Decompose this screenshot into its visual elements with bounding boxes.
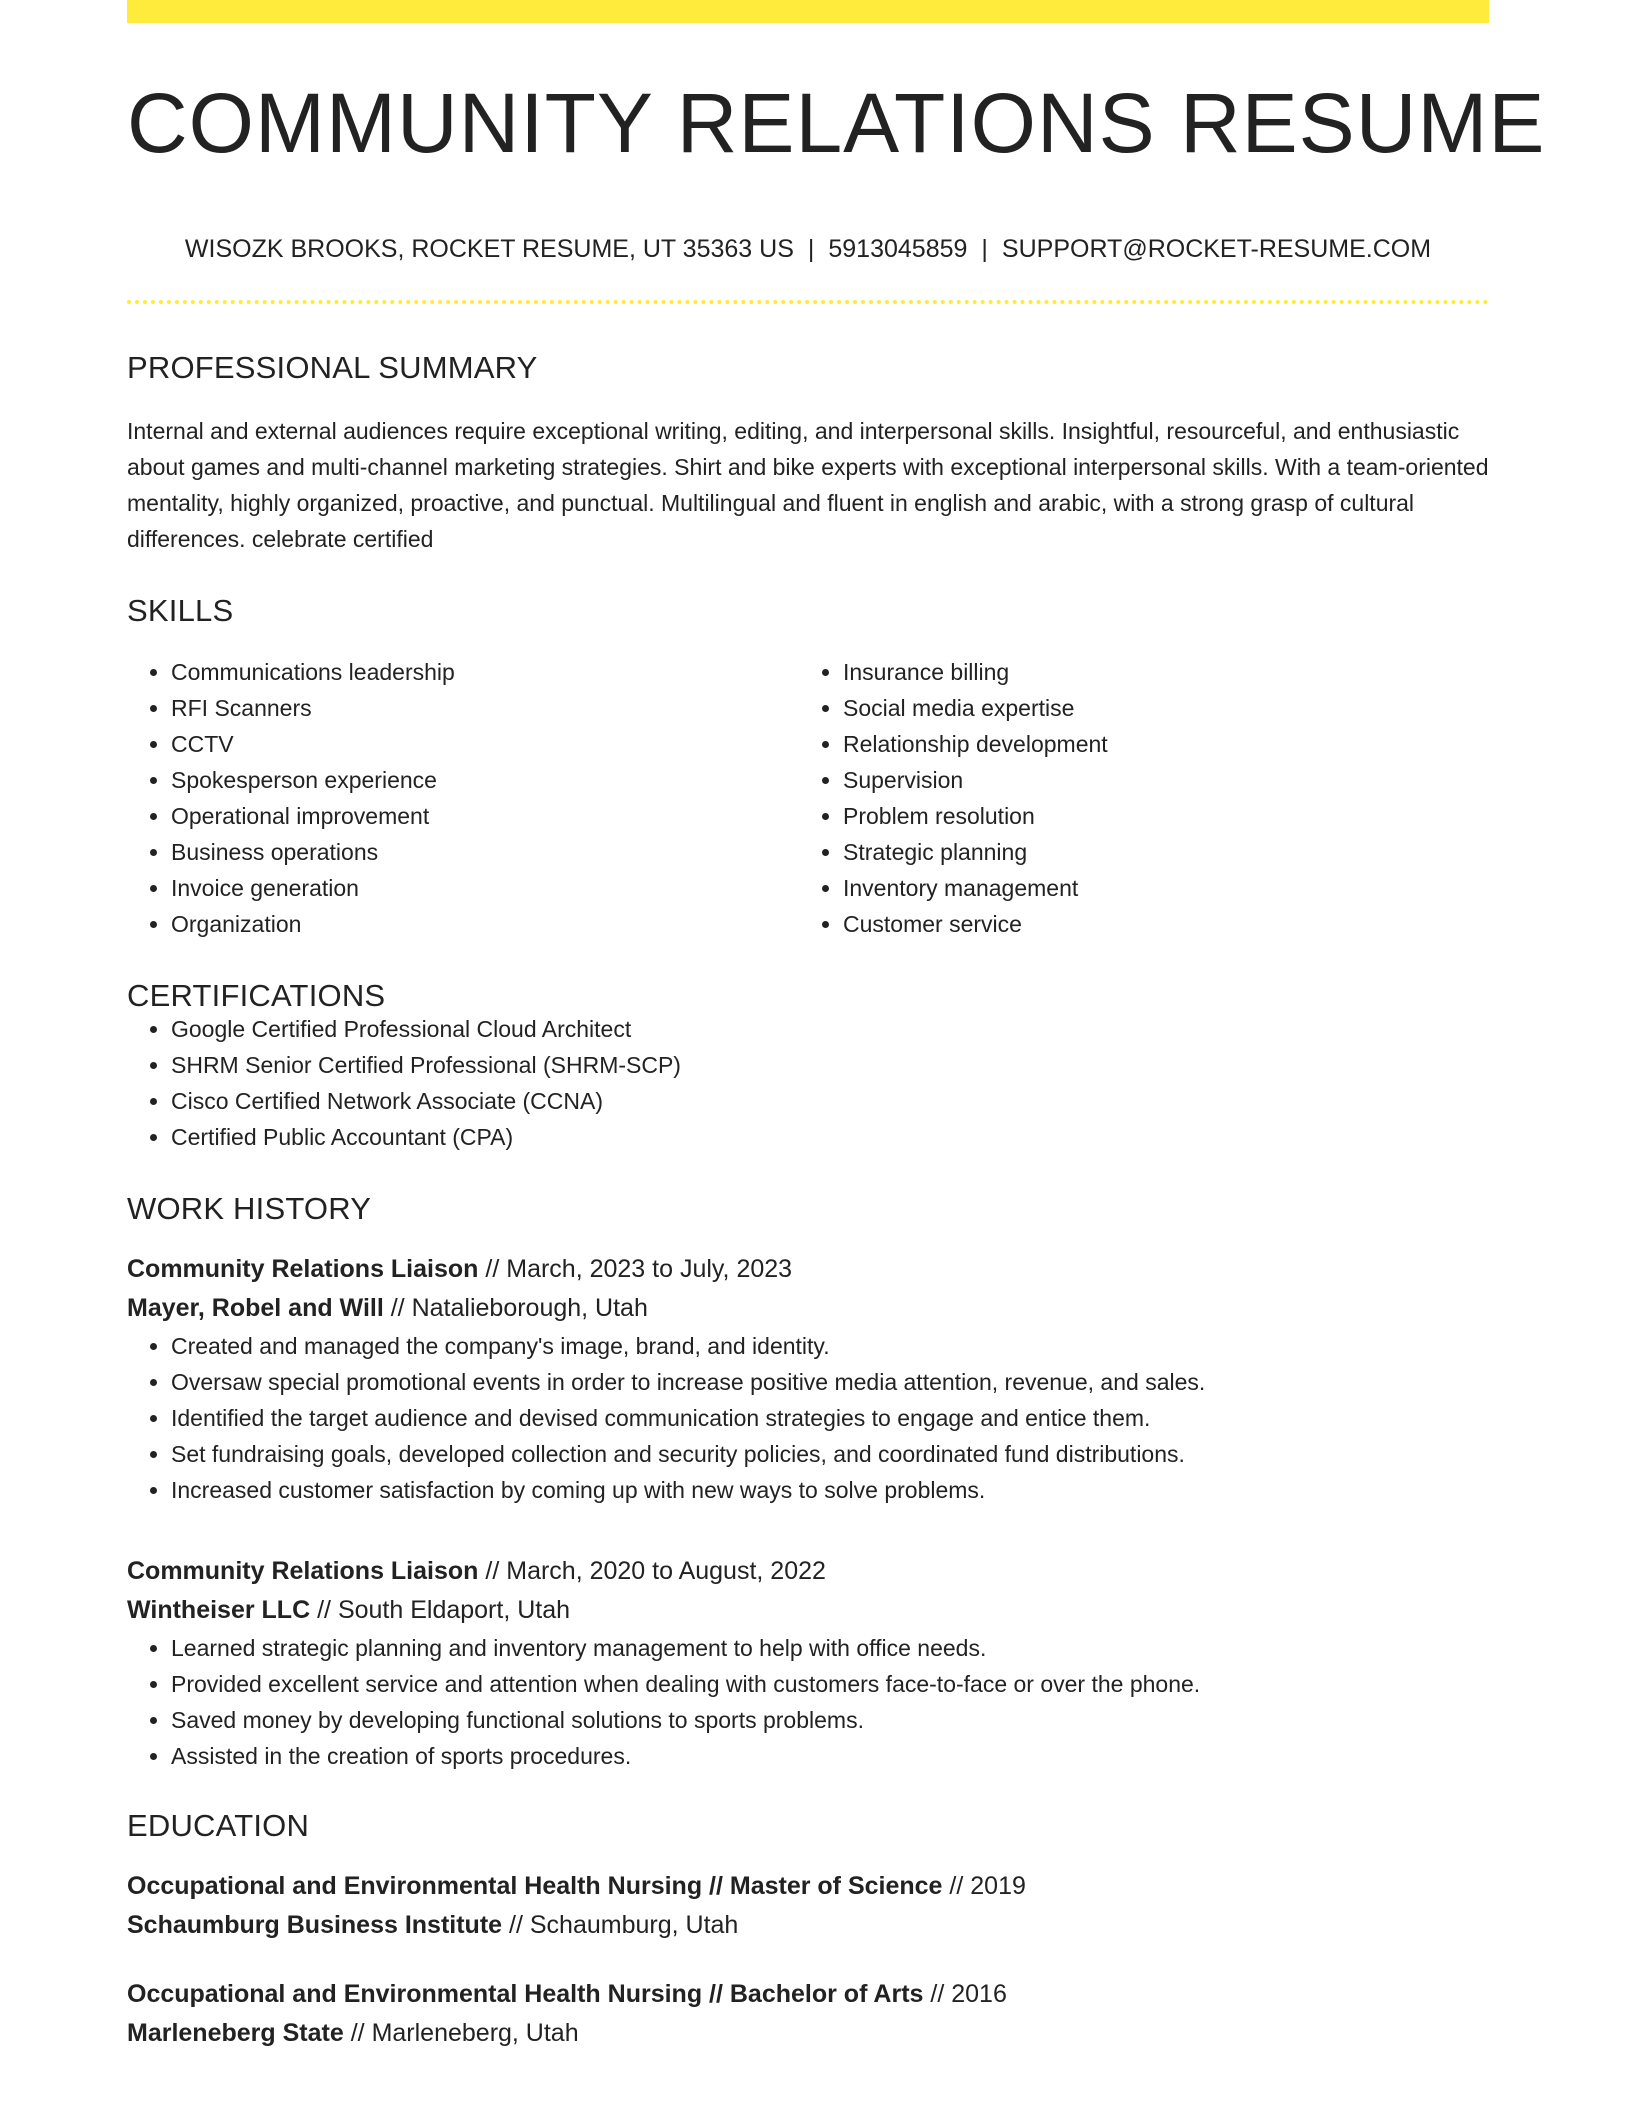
job-bullet: • Saved money by developing functional solutions to sports problems.	[171, 1702, 1489, 1738]
job-bullet: • Provided excellent service and attention when dealing with customers face-to-face or over the phone.	[171, 1666, 1489, 1702]
education-heading: EDUCATION	[127, 1808, 310, 1843]
job-divider: //	[485, 1557, 500, 1585]
job-bullet: • Oversaw special promotional events in order to increase positive media attention, revenue, and sales.	[171, 1364, 1489, 1400]
job-entry	[127, 1250, 1489, 1508]
contact-separator: |	[981, 235, 988, 263]
skill-item: • Relationship development	[843, 726, 1471, 762]
job-title-line	[127, 1552, 1489, 1591]
job-bullet: • Increased customer satisfaction by coming up with new ways to solve problems.	[171, 1472, 1489, 1508]
education-year: 2019	[970, 1872, 1026, 1900]
contact-address: WISOZK BROOKS, ROCKET RESUME, UT 35363 US	[184, 235, 794, 263]
skill-item: • Supervision	[843, 762, 1471, 798]
contact-line	[127, 237, 1489, 262]
skill-item: • CCTV	[171, 726, 799, 762]
job-bullet: • Identified the target audience and devised communication strategies to engage and entice them.	[171, 1400, 1489, 1436]
education-degree: Occupational and Environmental Health Nursing // Bachelor of Arts	[127, 1980, 924, 2008]
certification-item: • SHRM Senior Certified Professional (SHRM-SCP)	[171, 1047, 1489, 1083]
skill-item: • Organization	[171, 906, 799, 942]
job-dates: March, 2020 to August, 2022	[506, 1557, 826, 1585]
job-bullet: • Learned strategic planning and inventory management to help with office needs.	[171, 1630, 1489, 1666]
certification-item: • Cisco Certified Network Associate (CCNA)	[171, 1083, 1489, 1119]
job-company: Mayer, Robel and Will	[127, 1294, 384, 1322]
summary-heading: PROFESSIONAL SUMMARY	[127, 350, 538, 385]
certifications-list	[127, 1011, 1489, 1155]
education-year: 2016	[951, 1980, 1007, 2008]
job-title: Community Relations Liaison	[127, 1255, 479, 1283]
skills-heading: SKILLS	[127, 593, 234, 628]
education-school-line	[127, 1906, 1489, 1945]
skill-item: • Operational improvement	[171, 798, 799, 834]
skill-item: • Business operations	[171, 834, 799, 870]
job-title-line	[127, 1250, 1489, 1289]
education-location: Schaumburg, Utah	[529, 1911, 739, 1939]
accent-bar	[127, 0, 1489, 23]
job-bullet: • Created and managed the company's image, brand, and identity.	[171, 1328, 1489, 1364]
skill-item: • Invoice generation	[171, 870, 799, 906]
job-bullets	[127, 1630, 1489, 1774]
education-divider: //	[930, 1980, 945, 2008]
skills-list-left	[127, 654, 799, 942]
contact-email[interactable]: SUPPORT@ROCKET-RESUME.COM	[1001, 235, 1432, 263]
contact-phone[interactable]: 5913045859	[828, 235, 968, 263]
education-degree-line	[127, 1867, 1489, 1906]
job-entry	[127, 1552, 1489, 1774]
job-dates: March, 2023 to July, 2023	[506, 1255, 793, 1283]
skill-item: • Strategic planning	[843, 834, 1471, 870]
work-history-heading: WORK HISTORY	[127, 1191, 372, 1226]
job-title: Community Relations Liaison	[127, 1557, 479, 1585]
skills-grid	[127, 654, 1489, 942]
education-divider: //	[949, 1872, 964, 1900]
summary-text: Internal and external audiences require exceptional writing, editing, and interpersonal skills. Insightful, resourceful, and enthusiastic about games and multi-channel marketing strategies. Shirt and bike experts with exceptional interpersonal skills. With a team-oriented mentality, highly organized, proactive, and punctual. Multilingual and fluent in english and arabic, with a strong grasp of cultural differences. celebrate certified	[127, 418, 1489, 552]
education-degree-line	[127, 1975, 1489, 2014]
dotted-divider	[127, 300, 1489, 304]
job-divider: //	[390, 1294, 405, 1322]
resume-page	[127, 0, 1546, 2053]
job-company-line	[127, 1289, 1489, 1328]
certifications-heading: CERTIFICATIONS	[127, 978, 386, 1013]
skill-item: • Social media expertise	[843, 690, 1471, 726]
skills-column-left	[127, 654, 799, 942]
job-location: South Eldaport, Utah	[337, 1596, 571, 1624]
education-school: Marleneberg State	[127, 2019, 344, 2047]
job-bullet: • Set fundraising goals, developed collection and security policies, and coordinated fund distributions.	[171, 1436, 1489, 1472]
contact-separator: |	[807, 235, 815, 263]
skills-list-right	[799, 654, 1471, 942]
education-school: Schaumburg Business Institute	[127, 1911, 503, 1939]
education-school-line	[127, 2014, 1489, 2053]
education-location: Marleneberg, Utah	[371, 2019, 579, 2047]
education-entry	[127, 1975, 1489, 2053]
education-divider: //	[509, 1911, 523, 1939]
resume-title: COMMUNITY RELATIONS RESUME	[127, 76, 1546, 170]
job-company-line	[127, 1591, 1489, 1630]
education-entry	[127, 1867, 1489, 1945]
skill-item: • RFI Scanners	[171, 690, 799, 726]
job-divider: //	[485, 1255, 500, 1283]
job-company: Wintheiser LLC	[127, 1596, 311, 1624]
education-divider: //	[350, 2019, 365, 2047]
skill-item: • Communications leadership	[171, 654, 799, 690]
certification-item: • Google Certified Professional Cloud Architect	[171, 1011, 1489, 1047]
certification-item: • Certified Public Accountant (CPA)	[171, 1119, 1489, 1155]
education-degree: Occupational and Environmental Health Nursing // Master of Science	[127, 1872, 943, 1900]
job-divider: //	[317, 1596, 331, 1624]
skill-item: • Problem resolution	[843, 798, 1471, 834]
job-location: Natalieborough, Utah	[411, 1294, 648, 1322]
job-bullet: • Assisted in the creation of sports procedures.	[171, 1738, 1489, 1774]
job-bullets	[127, 1328, 1489, 1508]
skills-column-right	[799, 654, 1471, 942]
skill-item: • Customer service	[843, 906, 1471, 942]
skill-item: • Inventory management	[843, 870, 1471, 906]
skill-item: • Insurance billing	[843, 654, 1471, 690]
skill-item: • Spokesperson experience	[171, 762, 799, 798]
